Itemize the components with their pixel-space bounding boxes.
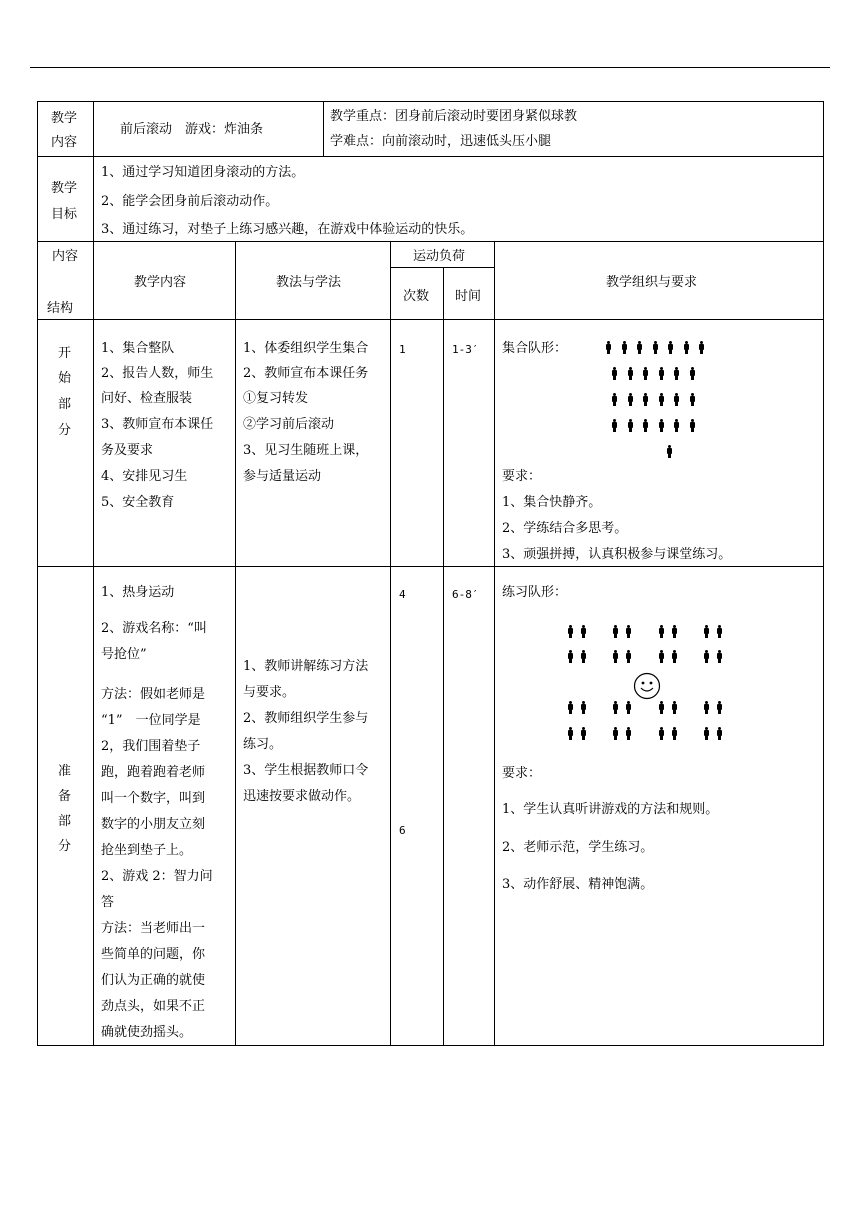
student-figure-icon xyxy=(612,625,619,638)
section1-name-3: 部 xyxy=(58,397,72,412)
student-figure-icon xyxy=(689,367,696,380)
student-figure-icon xyxy=(580,727,587,740)
col-divider-header-mid xyxy=(323,101,324,157)
section1-method-1: 1、体委组织学生集合 xyxy=(243,341,369,356)
section2-content-9: 数字的小朋友立刻 xyxy=(101,817,206,832)
section2-time: 6-8′ xyxy=(452,588,479,601)
section1-content-4: 3、教师宣布本课任 xyxy=(101,417,214,432)
content-label-1: 教学 xyxy=(51,111,78,126)
section1-content-3: 问好、检查服装 xyxy=(101,391,193,406)
section1-content-5: 务及要求 xyxy=(101,443,154,458)
section2-content-14: 些简单的问题，你 xyxy=(101,947,206,962)
student-figure-icon xyxy=(703,625,710,638)
section1-content-1: 1、集合整队 xyxy=(101,341,175,356)
student-figure-icon xyxy=(611,393,618,406)
row-divider-1 xyxy=(37,156,824,157)
section2-content-11: 2、游戏 2：智力问 xyxy=(101,869,213,884)
student-figure-icon xyxy=(671,727,678,740)
section1-requirement-3: 3、顽强拼搏，认真积极参与课堂练习。 xyxy=(502,547,732,562)
section2-method-6: 迅速按要求做动作。 xyxy=(243,789,361,804)
student-figure-icon xyxy=(636,341,643,354)
student-figure-icon xyxy=(658,419,665,432)
col-divider-label xyxy=(93,101,94,1046)
section2-count-1: 4 xyxy=(399,588,406,601)
student-figure-icon xyxy=(621,341,628,354)
student-figure-icon xyxy=(658,367,665,380)
row-divider-2 xyxy=(37,241,824,242)
section2-count-2: 6 xyxy=(399,824,406,837)
header-rule xyxy=(30,67,830,68)
student-figure-icon xyxy=(716,650,723,663)
content-value: 前后滚动 游戏：炸油条 xyxy=(120,122,264,137)
section1-requirement-2: 2、学练结合多思考。 xyxy=(502,521,628,536)
row-divider-3 xyxy=(37,319,824,320)
student-figure-icon xyxy=(673,367,680,380)
section2-content-6: 2，我们围着垫子 xyxy=(101,739,201,754)
goal-item-3: 3、通过练习，对垫子上练习感兴趣，在游戏中体验运动的快乐。 xyxy=(101,222,474,237)
section2-content-8: 叫一个数字，叫到 xyxy=(101,791,206,806)
student-figure-icon xyxy=(703,650,710,663)
smiley-face-icon xyxy=(633,672,661,700)
student-figure-icon xyxy=(658,701,665,714)
student-figure-icon xyxy=(580,625,587,638)
section2-method-1: 1、教师讲解练习方法 xyxy=(243,659,369,674)
content-label-2: 内容 xyxy=(51,135,78,150)
student-figure-icon xyxy=(627,367,634,380)
section1-method-2: 2、教师宣布本课任务 xyxy=(243,366,369,381)
student-figure-icon xyxy=(605,341,612,354)
student-figure-icon xyxy=(671,701,678,714)
student-figure-icon xyxy=(611,367,618,380)
section2-name-4: 分 xyxy=(58,839,72,854)
goals-label-1: 教学 xyxy=(51,181,78,196)
student-figure-icon xyxy=(703,727,710,740)
section1-content-7: 5、安全教育 xyxy=(101,495,175,510)
section1-method-6: 参与适量运动 xyxy=(243,469,322,484)
section1-method-3: ①复习转发 xyxy=(243,391,309,406)
student-figure-icon xyxy=(642,393,649,406)
student-figure-icon xyxy=(667,341,674,354)
section2-name-1: 准 xyxy=(58,764,72,779)
section2-content-5: “1” 一位同学是 xyxy=(101,713,201,728)
student-figure-icon xyxy=(625,727,632,740)
section1-name-1: 开 xyxy=(58,346,72,361)
time-header: 时间 xyxy=(455,289,482,304)
section2-method-3: 2、教师组织学生参与 xyxy=(243,711,369,726)
student-figure-icon xyxy=(611,419,618,432)
student-figure-icon xyxy=(658,650,665,663)
key-points: 教学重点：团身前后滚动时要团身紧似球教 xyxy=(330,109,578,124)
student-figure-icon xyxy=(627,419,634,432)
section2-formation-label: 练习队形： xyxy=(502,585,568,600)
section2-method-2: 与要求。 xyxy=(243,685,296,700)
student-figure-icon xyxy=(642,419,649,432)
section1-content-2: 2、报告人数，师生 xyxy=(101,366,214,381)
student-figure-icon xyxy=(716,727,723,740)
section2-name-2: 备 xyxy=(58,789,72,804)
student-figure-icon xyxy=(658,393,665,406)
student-figure-icon xyxy=(627,393,634,406)
student-figure-icon xyxy=(625,701,632,714)
section1-method-4: ②学习前后滚动 xyxy=(243,417,335,432)
student-figure-icon xyxy=(612,650,619,663)
student-figure-icon xyxy=(580,650,587,663)
col-divider-count xyxy=(443,267,444,1046)
student-figure-icon xyxy=(625,650,632,663)
student-figure-icon xyxy=(673,393,680,406)
section1-name-4: 分 xyxy=(58,423,72,438)
col-divider-method xyxy=(390,241,391,1046)
section2-content-1: 1、热身运动 xyxy=(101,585,175,600)
student-figure-icon xyxy=(567,650,574,663)
section1-content-6: 4、安排见习生 xyxy=(101,469,188,484)
student-figure-icon xyxy=(671,650,678,663)
section2-requirement-1: 1、学生认真听讲游戏的方法和规则。 xyxy=(502,802,719,817)
section2-requirement-3: 3、动作舒展、精神饱满。 xyxy=(502,877,654,892)
section2-content-2: 2、游戏名称：“叫 xyxy=(101,621,207,636)
student-figure-icon xyxy=(703,701,710,714)
goals-label-2: 目标 xyxy=(51,207,78,222)
section2-content-16: 劲点头，如果不正 xyxy=(101,999,206,1014)
content-header: 教学内容 xyxy=(134,275,187,290)
section1-requirement-1: 1、集合快静齐。 xyxy=(502,495,602,510)
section2-content-15: 们认为正确的就使 xyxy=(101,973,206,988)
section2-content-17: 确就使劲摇头。 xyxy=(101,1025,193,1040)
student-figure-icon xyxy=(689,419,696,432)
section2-content-7: 跑，跑着跑着老师 xyxy=(101,765,206,780)
col-divider-time xyxy=(494,241,495,1046)
section2-requirement-2: 2、老师示范，学生练习。 xyxy=(502,840,654,855)
student-figure-icon xyxy=(612,727,619,740)
count-header: 次数 xyxy=(403,289,430,304)
student-figure-icon xyxy=(689,393,696,406)
student-figure-icon xyxy=(666,445,673,458)
section1-name-2: 始 xyxy=(58,371,72,386)
goal-item-1: 1、通过学习知道团身滚动的方法。 xyxy=(101,165,305,180)
student-figure-icon xyxy=(567,701,574,714)
student-figure-icon xyxy=(612,701,619,714)
organization-header: 教学组织与要求 xyxy=(606,275,698,290)
student-figure-icon xyxy=(671,625,678,638)
student-figure-icon xyxy=(567,727,574,740)
section1-requirement-label: 要求： xyxy=(502,469,542,484)
student-figure-icon xyxy=(698,341,705,354)
student-figure-icon xyxy=(683,341,690,354)
student-figure-icon xyxy=(658,727,665,740)
student-figure-icon xyxy=(716,701,723,714)
col-divider-content xyxy=(235,241,236,1046)
student-figure-icon xyxy=(567,625,574,638)
student-figure-icon xyxy=(716,625,723,638)
section2-content-13: 方法：当老师出一 xyxy=(101,921,206,936)
section1-formation-label: 集合队形： xyxy=(502,341,568,356)
student-figure-icon xyxy=(673,419,680,432)
difficult-points: 学难点：向前滚动时，迅速低头压小腿 xyxy=(330,134,552,149)
section2-requirement-label: 要求： xyxy=(502,766,542,781)
goal-item-2: 2、能学会团身前后滚动动作。 xyxy=(101,194,279,209)
section1-method-5: 3、见习生随班上课， xyxy=(243,443,369,458)
method-header: 教法与学法 xyxy=(276,275,342,290)
row-divider-4 xyxy=(37,566,824,567)
lesson-table xyxy=(37,101,824,1046)
section2-content-3: 号抢位” xyxy=(101,647,147,662)
student-figure-icon xyxy=(658,625,665,638)
section2-content-12: 答 xyxy=(101,895,115,910)
student-figure-icon xyxy=(625,625,632,638)
load-header: 运动负荷 xyxy=(413,249,466,264)
section2-method-4: 练习。 xyxy=(243,737,283,752)
structure-header-bottom: 结构 xyxy=(47,301,74,316)
section2-method-5: 3、学生根据教师口令 xyxy=(243,763,369,778)
student-figure-icon xyxy=(652,341,659,354)
structure-header-top: 内容 xyxy=(52,249,79,264)
section1-count: 1 xyxy=(399,343,406,356)
section2-name-3: 部 xyxy=(58,814,72,829)
student-figure-icon xyxy=(642,367,649,380)
section2-content-4: 方法：假如老师是 xyxy=(101,687,206,702)
section2-content-10: 抢坐到垫子上。 xyxy=(101,843,193,858)
section1-time: 1-3′ xyxy=(452,343,479,356)
student-figure-icon xyxy=(580,701,587,714)
